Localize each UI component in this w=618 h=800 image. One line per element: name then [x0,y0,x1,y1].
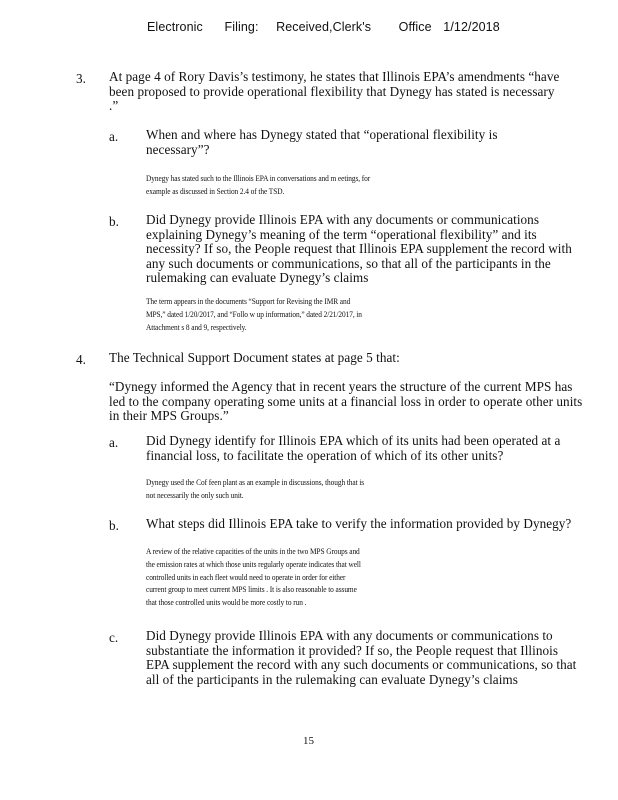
answer-4b-line: controlled units in each fleet would need to operate in order for either [146,571,346,582]
question-4a-label: a. [109,435,119,450]
question-3b-line: any such documents or communications, so that all of the participants in the [146,255,551,271]
answer-3b [146,295,362,333]
question-4b-text [146,517,571,532]
answer-4b-line: that those controlled units would be more costly to run . [146,597,307,608]
question-3-line: At page 4 of Rory Davis’s testimony, he states that Illinois EPA’s amendments “have [109,69,560,84]
answer-4b-line: current group to meet current MPS limits . It is also reasonable to assume [146,584,357,595]
question-4c-line: EPA supplement the record with any such documents or communications, so that [146,657,577,672]
answer-3a-line: Dynegy has stated such to the Illinois EPA in conversations and m eetings, for [146,173,371,183]
answer-3b-line: Attachment s 8 and 9, respectively. [146,321,247,332]
question-4b-line: What steps did Illinois EPA take to verify the information provided by Dynegy? [146,516,572,531]
answer-4b [146,545,361,609]
question-3a-line: necessary”? [146,141,210,157]
question-4c-line: substantiate the information it provided? If so, the People request that Illinois [146,642,559,658]
answer-3a [146,172,370,198]
question-4c-line: Did Dynegy provide Illinois EPA with any documents or communications to [146,628,553,643]
question-3-text [109,70,559,114]
question-4-quote [109,380,582,424]
question-3a-text [146,128,498,157]
answer-3b-line: MPS,” dated 1/20/2017, and “Follo w up information,” dated 2/21/2017, in [146,308,362,319]
header-office: Office [398,20,432,34]
question-4a-line: Did Dynegy identify for Illinois EPA which of its units had been operated at a [146,433,561,448]
question-4a-line: financial loss, to facilitate the operation of which of its other units? [146,447,504,463]
question-3-line: .” [109,98,119,113]
question-4-quote-line: led to the company operating some units at a financial loss in order to operate other units [109,393,583,409]
answer-4b-line: the emission rates at which those units regularly operate indicates that well [146,558,361,569]
answer-4a-line: not necessarily the only such unit. [146,489,244,500]
header-received: Received,Clerk's [276,20,372,34]
question-4a-text [146,434,560,463]
question-3-number: 3. [76,71,86,86]
answer-3b-line: The term appears in the documents “Support for Revising the IMR and [146,296,351,306]
question-3-line: been proposed to provide operational flexibility that Dynegy has stated is necessary [109,83,555,99]
question-3b-line: explaining Dynegy’s meaning of the term “operational flexibility” and its [146,226,537,242]
question-3a-line: When and where has Dynegy stated that “operational flexibility is [146,127,498,142]
header-electronic: Electronic [147,20,203,34]
question-4c-text [146,629,576,687]
question-4c-line: all of the participants in the rulemaking can evaluate Dynegy’s claims [146,671,518,687]
question-4b-label: b. [109,518,119,533]
question-3b-line: necessity? If so, the People request that Illinois EPA supplement the record with [146,241,572,256]
answer-3a-line: example as discussed in Section 2.4 of the TSD. [146,185,285,196]
question-4-quote-line: “Dynegy informed the Agency that in recent years the structure of the current MPS has [109,379,573,394]
question-3b-line: rulemaking can evaluate Dynegy’s claims [146,270,369,285]
question-4-intro: The Technical Support Document states at page 5 that: [109,350,400,365]
answer-4a-line: Dynegy used the Cof feen plant as an example in discussions, though that is [146,477,365,487]
page-number: 15 [303,735,314,747]
answer-4a [146,476,364,502]
header-date: 1/12/2018 [443,20,500,34]
question-4-number: 4. [76,352,86,367]
question-3b-label: b. [109,214,119,229]
answer-4b-line: A review of the relative capacities of the units in the two MPS Groups and [146,546,360,556]
question-4c-label: c. [109,630,119,645]
filing-header [147,20,500,34]
header-filing: Filing: [224,20,259,34]
question-3b-line: Did Dynegy provide Illinois EPA with any documents or communications [146,212,540,227]
question-3a-label: a. [109,129,119,144]
question-3b-text [146,213,572,286]
question-4-quote-line: in their MPS Groups.” [109,408,229,423]
